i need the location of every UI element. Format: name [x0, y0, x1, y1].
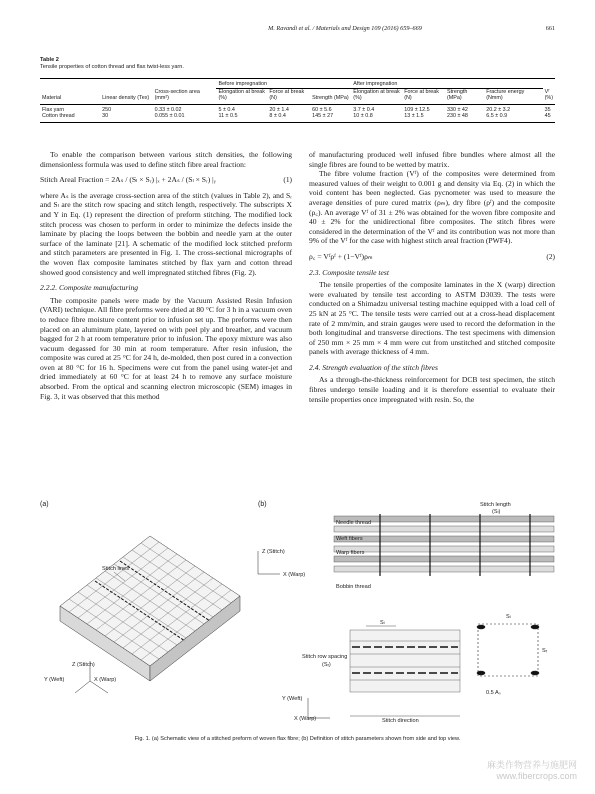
stitch-length-label: Stitch length — [480, 502, 511, 508]
equation-1 — [40, 175, 292, 185]
figure-caption: Fig. 1. (a) Schematic view of a stitched preform of woven flax fibre; (b) Definition of stitch parameters shown from side and top view. — [134, 736, 461, 742]
table-cell: 0.33 ± 0.02 — [154, 106, 182, 113]
right-text-column — [309, 150, 555, 404]
top-view-schematic — [350, 630, 460, 692]
weft-fibers-label: Weft fibers — [336, 536, 363, 542]
axis-x-label-b2: X (Warp) — [294, 716, 317, 722]
equation-rhs: 2Aₛ / (Sₗ × Sᵣ) |ₓ + 2Aₛ / (Sₗ × Sᵣ) |ᵧ — [111, 175, 216, 185]
left-text-column — [40, 150, 292, 401]
axis-x-label: X (Warp) — [94, 677, 117, 683]
column-header: Elongation at break (%) — [351, 88, 402, 104]
table-cell: 330 ± 42 — [446, 106, 468, 113]
journal-line: M. Ravandi et al. / Materials and Design 109 (2016) 659–669 — [268, 25, 422, 32]
column-header: Strength (MPa) — [445, 88, 484, 104]
stitch-lines-label: Stitch lines — [102, 566, 130, 572]
panel-label-a: (a) — [40, 501, 49, 508]
axis-z-label-b: Z (Stitch) — [262, 549, 285, 555]
table-cell: 250 — [102, 106, 112, 113]
axis-z-label: Z (Stitch) — [72, 662, 95, 668]
table-cell: 60 ± 5.6 — [312, 106, 332, 113]
column-header: Linear density (Tex) — [100, 88, 152, 104]
table-caption — [40, 57, 555, 71]
stitch-parameter-detail — [477, 624, 539, 676]
table-cell: 11 ± 0.5 — [216, 113, 267, 122]
table-title: Tensile properties of cotton thread and flax twist-less yarn. — [40, 64, 184, 70]
table-row — [40, 104, 555, 113]
paragraph: As a through-the-thickness reinforcement for DCB test specimen, the stitch fibres undergo tensile loading and it is therefore essential to evaluate their tensile properties once impregnated with resin. So, the — [309, 375, 555, 404]
running-header — [40, 25, 555, 37]
table-label: Table 2 — [40, 57, 59, 63]
equation-expression: ρ꜀ = Vᶠρᶠ + (1−Vᶠ)ρₘ — [309, 251, 373, 261]
table-cell: 10 ± 0.8 — [351, 113, 402, 122]
paragraph: The tensile properties of the composite laminates in the X (warp) direction were evaluated by tensile test according to ASTM D3039. The tests were conducted on a Shimadzu universal testing machine equipped with a load cell of 25 kN at 25 °C. The tensile tests were carried out at a cross-head displacement rate of 2 mm/min, and strain gauges were used to record the deformation in the both longitudinal and transverse directions. The test specimens with dimension of 250 mm × 25 mm × 4 mm were cut from unstitched and stitched composite panels with average thickness of 4 mm. — [309, 280, 555, 357]
table-cell: 109 ± 12.5 — [404, 106, 430, 113]
tensile-properties-table — [40, 78, 555, 123]
warp-fibers-label: Warp fibers — [336, 550, 365, 556]
needle-thread-label: Needle thread — [336, 520, 372, 526]
table-cell: 5 ± 0.4 — [218, 106, 235, 113]
table-cell: 8 ± 0.4 — [267, 113, 310, 122]
table-cell: 3.7 ± 0.4 — [353, 106, 375, 113]
section-heading: 2.4. Strength evaluation of the stitch fibres — [309, 362, 438, 372]
axes-b-bottom — [308, 698, 330, 718]
section-heading: 2.2.2. Composite manufacturing — [40, 283, 139, 293]
table-cell: 230 ± 48 — [445, 113, 484, 122]
equation-2 — [309, 252, 555, 262]
group-header-before: Before impregnation — [216, 79, 351, 89]
stitch-direction-label: Stitch direction — [382, 718, 419, 724]
table-row — [40, 113, 555, 122]
column-header: Cross-section area (mm²) — [153, 88, 217, 104]
paragraph: The fibre volume fraction (Vᶠ) of the composites were determined from measured values of their weight to 0.001 g and density via Eq. (2) in which the void content has been neglected. Gas pycnometer was used to measure the average densities of pure cured matrix (ρₘ), dry fibre (ρᶠ) and the composite (ρ꜀). An average Vᶠ of 31 ± 2% was obtained for the woven fibre composite and 40 ± 2% for the unidirectional fibre composites. The stitch fibres were considered in the determination of the Vᶠ and its contribution was not more than 9% of the Vᶠ for the case with highest stitch areal fraction (PWF4). — [309, 169, 555, 246]
table-cell: Cotton thread — [40, 113, 100, 122]
group-header-after: After impregnation — [351, 79, 542, 89]
equation-number: (1) — [283, 175, 292, 185]
table-cell: 13 ± 1.5 — [402, 113, 445, 122]
sr-right-label: Sᵣ — [542, 648, 548, 654]
section-heading: 2.3. Composite tensile test — [309, 267, 389, 277]
table-cell: 35 — [544, 106, 551, 113]
watermark-line-1: 麻类作物营养与施肥网 — [486, 760, 577, 770]
equation-lhs: Stitch Areal Fraction = — [40, 175, 112, 185]
woven-preform-schematic — [60, 536, 240, 681]
paragraph: of manufacturing produced well infused fibre bundles where almost all the single fibres are found to be wetted by matrix. — [309, 150, 555, 169]
page-number: 661 — [545, 25, 555, 32]
watermark — [487, 760, 577, 782]
bobbin-thread-label: Bobbin thread — [336, 584, 371, 590]
watermark-line-2: www.fibercrops.com — [496, 771, 577, 781]
axis-x-label-b: X (Warp) — [283, 572, 306, 578]
column-header: Strength (MPa) — [310, 88, 351, 104]
table-cell: 20.2 ± 3.2 — [486, 106, 511, 113]
table-cell: 30 — [100, 113, 152, 122]
axis-y-label: Y (Weft) — [44, 677, 65, 683]
column-header: Force at break (N) — [267, 88, 310, 104]
table-cell: 0.055 ± 0.01 — [153, 113, 217, 122]
column-header: Material — [40, 88, 100, 104]
column-header: Fracture energy (Nmm) — [484, 88, 542, 104]
table-cell: 45 — [543, 113, 555, 122]
figure-1 — [40, 496, 555, 742]
table-cell: Flax yarn — [42, 106, 65, 113]
sl-label: Sₗ — [380, 620, 385, 626]
table-cell: 6.5 ± 0.9 — [484, 113, 542, 122]
half-as-label: 0.5 Aₛ — [486, 690, 501, 696]
paragraph: To enable the comparison between various stitch densities, the following dimensionless formula was used to define stitch fibre areal fraction: — [40, 150, 292, 169]
column-header: Elongation at break (%) — [216, 88, 267, 104]
paragraph: where Aₛ is the average cross-section area of the stitch (values in Table 2), and Sᵣ and Sₗ are the stitch row spacing and stitch length, respectively. The subscripts X and Y in Eq. (1) represent the direction of preform stitching. The modified lock stitch process was chosen to perform in order to minimize the defects inside the laminate by placing the loops between the bobbin and needle yarn at the outer surface of the laminate [21]. A schematic of the modified lock stitched preform and stitch parameters are presented in Fig. 1. The cross-sectional micrographs of the woven flax composite laminates stitched by flax yarn and cotton thread showed good consistency and well impregnated stitched fibres (Fig. 2). — [40, 190, 292, 277]
column-header: Force at break (N) — [402, 88, 445, 104]
sl-right-label: Sₗ — [506, 614, 511, 620]
paragraph: The composite panels were made by the Vacuum Assisted Resin Infusion (VARI) technique. All fibre preforms were dried at 80 °C for 3 h in a vacuum oven to reduce fibre moisture content prior to infusion set up. The preforms were then placed on an aluminum plate, layered on with peel ply and breather, and vacuum bagged for 2 h at room temperature prior to infusion. The epoxy mixture was also vacuum degassed for 30 min at room temperature. After resin infusion, the composite was cured at 25 °C for 24 h, de-molded, then post cured in a convection oven at 80 °C for 16 h. Specimens were cut from the panel using water-jet and dried immediately at 60 °C for at least 24 h to remove any surface moisture absorbed. From the optical and scanning electron microscopic (SEM) images in Fig. 3, it was observed that this method — [40, 295, 292, 401]
row-spacing-symbol: (Sᵣ) — [322, 662, 331, 668]
row-spacing-label: Stitch row spacing — [302, 654, 348, 660]
axis-y-label-b: Y (Weft) — [282, 696, 303, 702]
table-cell: 145 ± 27 — [310, 113, 351, 122]
panel-label-b: (b) — [258, 501, 267, 508]
stitch-length-symbol: (Sₗ) — [492, 509, 501, 515]
equation-number: (2) — [546, 251, 555, 261]
table-cell: 20 ± 1.4 — [269, 106, 289, 113]
column-header: Vᶠ (%) — [543, 88, 555, 104]
